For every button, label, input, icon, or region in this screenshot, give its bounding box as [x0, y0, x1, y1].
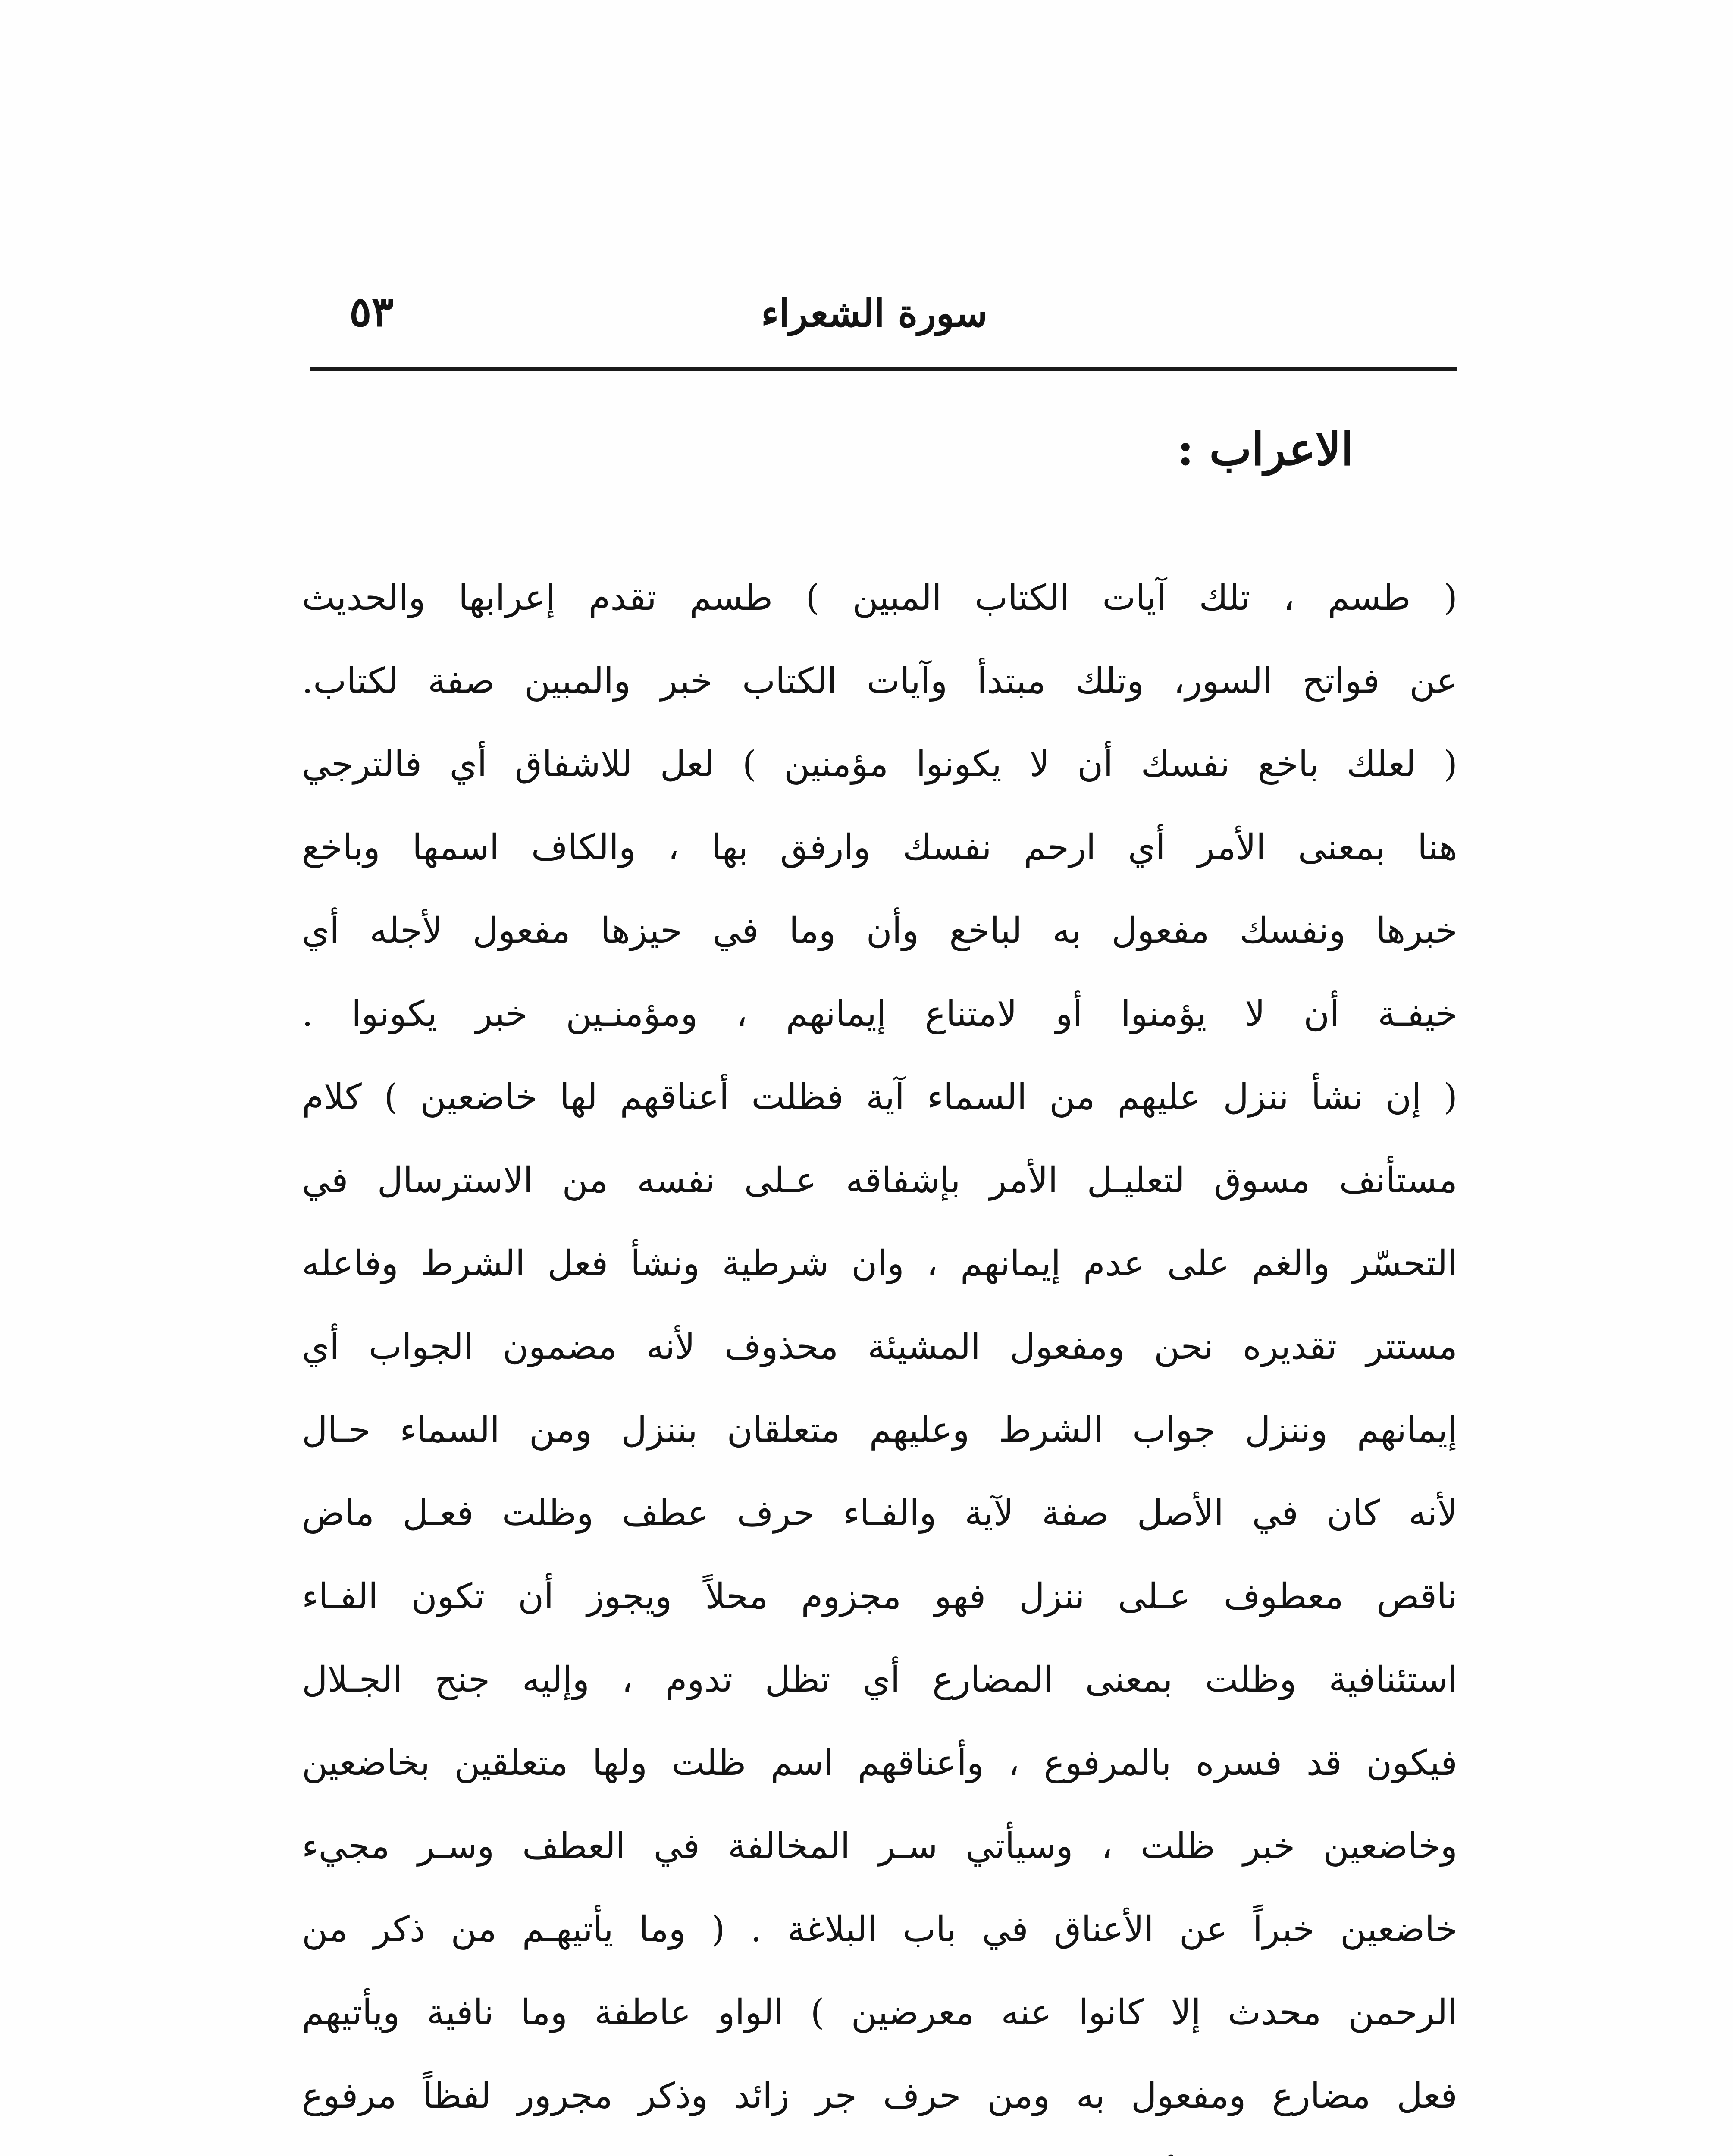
- chapter-title: سورة الشعراء: [761, 291, 987, 336]
- text-line: استئنافية وظلت بمعنى المضارع أي تظل تدوم ، وإليه جنح الجـلال: [302, 1659, 1457, 1700]
- page-number: ٥٣: [349, 287, 394, 336]
- text-line: مستأنف مسوق لتعليـل الأمر بإشفاقه عـلى نفسه من الاسترسال في: [302, 1160, 1457, 1201]
- text-line: فيكون قد فسره بالمرفوع ، وأعناقهم اسم ظلت ولها متعلقين بخاضعين: [302, 1742, 1457, 1783]
- running-header: [310, 276, 1457, 336]
- text-line: ( طسم ، تلك آيات الكتاب المبين ) طسم تقدم إعرابها والحديث: [302, 577, 1457, 618]
- text-line: مستتر تقديره نحن ومفعول المشيئة محذوف لأنه مضمون الجواب أي: [302, 1326, 1457, 1367]
- text-line: إيمانهم وننزل جواب الشرط وعليهم متعلقان بننزل ومن السماء حـال: [302, 1410, 1457, 1451]
- header-rule: [310, 367, 1457, 371]
- text-line: لأنه كان في الأصل صفة لآية والفـاء حرف عطف وظلت فعـل ماض: [302, 1493, 1457, 1534]
- text-line: وخاضعين خبر ظلت ، وسيأتي سـر المخالفة في العطف وسـر مجيء: [302, 1826, 1457, 1867]
- text-line: خبرها ونفسك مفعول به لباخع وأن وما في حيزها مفعول لأجله أي: [302, 910, 1457, 951]
- text-line: فعل مضارع ومفعول به ومن حرف جر زائد وذكر مجرور لفظاً مرفوع: [302, 2075, 1457, 2116]
- text-line: خاضعين خبراً عن الأعناق في باب البلاغة . ( وما يأتيهـم من ذكر من: [302, 1909, 1457, 1950]
- text-line: ( لعلك باخع نفسك أن لا يكونوا مؤمنين ) لعل للاشفاق أي فالترجي: [302, 744, 1457, 785]
- text-line: التحسّر والغم على عدم إيمانهم ، وان شرطية ونشأ فعل الشرط وفاعله: [302, 1243, 1457, 1284]
- text-line: خيفـة أن لا يؤمنوا أو لامتناع إيمانهم ، ومؤمنـين خبر يكونوا .: [302, 993, 1457, 1034]
- text-line: [302, 2137, 1457, 2156]
- text-line: عن فواتح السور، وتلك مبتدأ وآيات الكتاب خبر والمبين صفة لكتاب.: [302, 661, 1457, 702]
- text-line: ( إن نشأ ننزل عليهم من السماء آية فظلت أعناقهم لها خاضعين ) كلام: [302, 1077, 1457, 1118]
- text-line: الرحمن محدث إلا كانوا عنه معرضين ) الواو عاطفة وما نافية ويأتيهم: [302, 1992, 1457, 2033]
- section-heading: الاعراب :: [1177, 423, 1354, 476]
- text-line: ناقص معطوف عـلى ننزل فهو مجزوم محلاً ويجوز أن تكون الفـاء: [302, 1576, 1457, 1617]
- text-line: هنا بمعنى الأمر أي ارحم نفسك وارفق بها ، والكاف اسمها وباخع: [302, 827, 1457, 868]
- body-text: [302, 556, 1457, 2156]
